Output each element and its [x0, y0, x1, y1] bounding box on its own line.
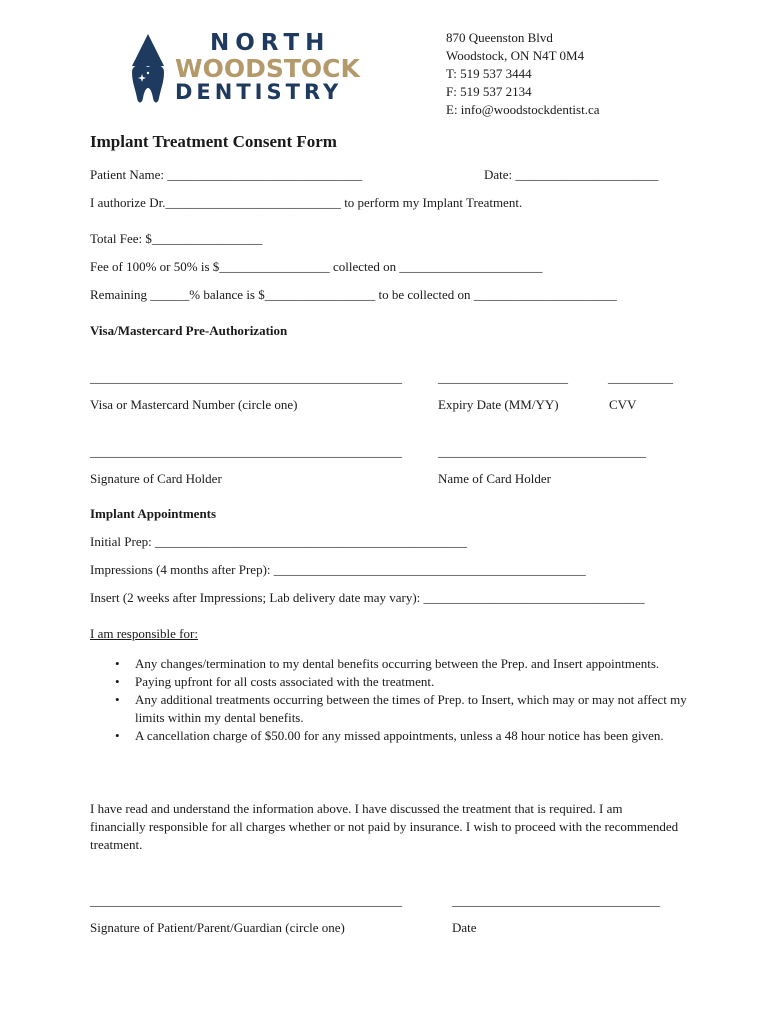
patient-name-field[interactable]: Patient Name: ______________________________	[90, 167, 363, 182]
bullet-icon: •	[115, 674, 120, 689]
card-number-field[interactable]: ________________________________________________	[90, 370, 402, 385]
cvv-label: CVV	[609, 397, 637, 412]
logo-line-woodstock: WOODSTOCK	[175, 54, 360, 83]
clinic-address	[446, 29, 600, 119]
signature-date-field[interactable]: ________________________________	[452, 893, 660, 908]
list-item: • Any changes/termination to my dental benefits occurring between the Prep. and Insert appointments.	[115, 656, 660, 671]
list-item: • Any additional treatments occurring between the times of Prep. to Insert, which may or may not affect my limits within my dental benefits.	[115, 692, 687, 725]
authorize-doctor-field[interactable]: I authorize Dr.___________________________ to perform my Implant Treatment.	[90, 195, 523, 210]
address-email: E: info@woodstockdentist.ca	[446, 102, 600, 117]
card-holder-signature-field[interactable]: ________________________________________________	[90, 444, 402, 459]
acknowledgement-paragraph: I have read and understand the information above. I have discussed the treatment that is required. I am financially responsible for all charges whether or not paid by insurance. I wish to proceed with the recommended treatment.	[90, 801, 679, 852]
insert-field[interactable]: Insert (2 weeks after Impressions; Lab delivery date may vary): __________________________________	[90, 590, 645, 605]
responsible-heading: I am responsible for:	[90, 626, 198, 641]
form-title: Implant Treatment Consent Form	[90, 132, 337, 151]
responsibility-list	[90, 655, 690, 745]
appointments-heading: Implant Appointments	[90, 506, 217, 521]
bullet-icon: •	[115, 692, 120, 707]
tooth-with-sparkle-icon	[128, 32, 168, 108]
impressions-field[interactable]: Impressions (4 months after Prep): ________________________________________________	[90, 562, 586, 577]
remaining-balance-field[interactable]: Remaining ______% balance is $_________________ to be collected on ______________________	[90, 287, 617, 302]
card-holder-signature-label: Signature of Card Holder	[90, 471, 222, 486]
patient-signature-label: Signature of Patient/Parent/Guardian (circle one)	[90, 920, 345, 935]
preauth-heading: Visa/Mastercard Pre-Authorization	[90, 323, 288, 338]
expiry-field[interactable]: ____________________	[438, 370, 568, 385]
logo-line-north: NORTH	[210, 30, 331, 56]
address-fax: F: 519 537 2134	[446, 84, 532, 99]
card-holder-name-label: Name of Card Holder	[438, 471, 551, 486]
bullet-icon: •	[115, 728, 120, 743]
card-holder-name-field[interactable]: ________________________________	[438, 444, 646, 459]
initial-prep-field[interactable]: Initial Prep: ________________________________________________	[90, 534, 467, 549]
card-number-label: Visa or Mastercard Number (circle one)	[90, 397, 298, 412]
address-street: 870 Queenston Blvd	[446, 30, 553, 45]
list-item: • Paying upfront for all costs associated with the treatment.	[115, 674, 435, 689]
bullet-icon: •	[115, 656, 120, 671]
logo-line-dentistry: DENTISTRY	[175, 80, 343, 104]
clinic-logo	[128, 30, 368, 110]
patient-signature-field[interactable]: ________________________________________________	[90, 893, 402, 908]
address-city: Woodstock, ON N4T 0M4	[446, 48, 585, 63]
total-fee-field[interactable]: Total Fee: $_________________	[90, 231, 263, 246]
list-item: • A cancellation charge of $50.00 for any missed appointments, unless a 48 hour notice has been given.	[115, 728, 664, 743]
expiry-label: Expiry Date (MM/YY)	[438, 397, 559, 412]
signature-date-label: Date	[452, 920, 477, 935]
date-field[interactable]: Date: ______________________	[484, 167, 659, 182]
fee-collected-field[interactable]: Fee of 100% or 50% is $_________________ collected on ______________________	[90, 259, 543, 274]
address-phone: T: 519 537 3444	[446, 66, 532, 81]
cvv-field[interactable]: __________	[608, 370, 673, 385]
